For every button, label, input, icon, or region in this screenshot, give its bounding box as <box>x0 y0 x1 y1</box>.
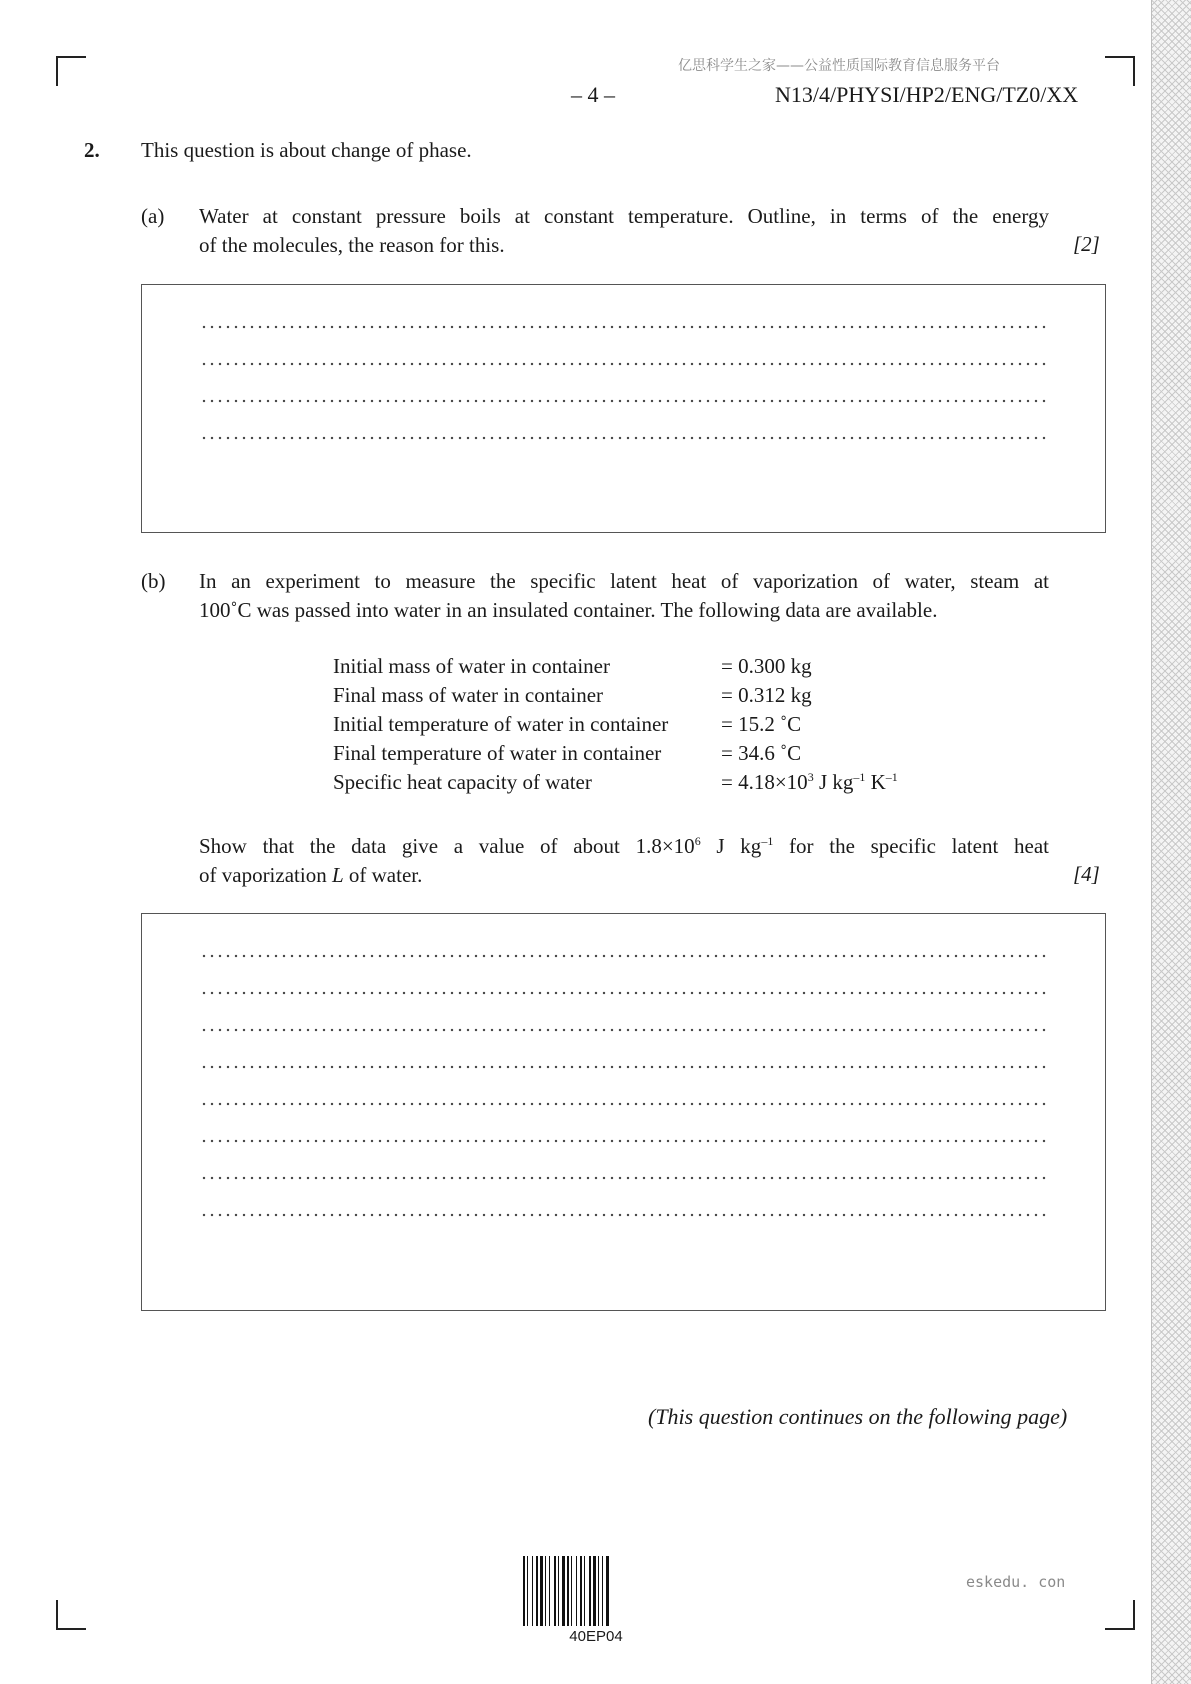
show-that-line-2-prefix: of vaporization <box>199 863 332 887</box>
part-b-text-line-2-rest: was passed into water in an insulated container. The following data are available. <box>251 598 938 622</box>
data-value: = 0.300 kg <box>721 654 812 678</box>
continues-note: (This question continues on the following page) <box>648 1404 1068 1429</box>
data-value <box>721 768 898 797</box>
answer-line <box>200 1210 1046 1220</box>
show-that-line-2 <box>199 861 422 890</box>
answer-box-part-a[interactable] <box>141 284 1106 533</box>
answer-line <box>200 1136 1046 1146</box>
part-a-text-line-2: of the molecules, the reason for this. <box>199 233 505 257</box>
crop-mark-top-right <box>1105 56 1135 86</box>
data-label: Final mass of water in container <box>333 683 604 707</box>
answer-line <box>200 322 1046 332</box>
answer-box-part-b[interactable] <box>141 913 1106 1311</box>
data-label: Specific heat capacity of water <box>333 770 592 794</box>
show-that-suffix: for the specific latent heat <box>773 834 1049 858</box>
part-b-text-line-2 <box>199 596 937 625</box>
part-b-label: (b) <box>141 569 166 593</box>
shc-unit-k: K <box>865 770 886 794</box>
answer-line <box>200 433 1046 443</box>
answer-line <box>200 1062 1046 1072</box>
data-label: Initial temperature of water in container <box>333 712 669 736</box>
site-watermark: eskedu. con <box>966 1573 1066 1591</box>
answer-line <box>200 396 1046 406</box>
question-intro: This question is about change of phase. <box>141 138 472 162</box>
barcode-text: 40EP04 <box>569 1628 623 1645</box>
answer-line <box>200 988 1046 998</box>
shc-exponent: 3 <box>807 770 814 784</box>
data-value: = 34.6 ˚C <box>721 741 802 765</box>
answer-line <box>200 1173 1046 1183</box>
question-number: 2. <box>84 138 100 162</box>
answer-line <box>200 951 1046 961</box>
steam-temperature-unit: ˚C <box>230 598 252 622</box>
edge-pattern-strip <box>1151 0 1191 1684</box>
show-that-exponent: 6 <box>694 834 701 848</box>
answer-line <box>200 1099 1046 1109</box>
steam-temperature-value: 100 <box>199 598 231 622</box>
part-b-marks: [4] <box>1073 862 1100 886</box>
shc-unit-kg: J kg <box>813 770 854 794</box>
barcode-image <box>523 1556 669 1626</box>
crop-mark-bottom-left <box>56 1600 86 1630</box>
shc-k-exponent: –1 <box>885 770 898 784</box>
paper-code: N13/4/PHYSI/HP2/ENG/TZ0/XX <box>775 82 1079 107</box>
show-that-line-1 <box>199 832 1049 861</box>
answer-line <box>200 1025 1046 1035</box>
show-that-unit-exponent: –1 <box>761 834 774 848</box>
latent-heat-symbol: L <box>331 863 344 887</box>
show-that-prefix: Show that the data give a value of about 1.8×10 <box>199 834 695 858</box>
part-a-text-line-1: Water at constant pressure boils at constant temperature. Outline, in terms of the energy <box>199 204 1049 228</box>
show-that-unit: J kg <box>700 834 762 858</box>
show-that-line-2-suffix: of water. <box>343 863 423 887</box>
data-label: Final temperature of water in container <box>333 741 662 765</box>
watermark-text: 亿思科学生之家——公益性质国际教育信息服务平台 <box>678 58 1000 74</box>
crop-mark-top-left <box>56 56 86 86</box>
part-b-text-line-1: In an experiment to measure the specific latent heat of vaporization of water, steam at <box>199 569 1049 593</box>
data-label: Initial mass of water in container <box>333 654 610 678</box>
page-number: – 4 – <box>571 82 615 107</box>
crop-mark-bottom-right <box>1105 1600 1135 1630</box>
part-a-marks: [2] <box>1073 232 1100 256</box>
shc-mantissa: = 4.18×10 <box>721 770 808 794</box>
answer-line <box>200 359 1046 369</box>
data-value: = 0.312 kg <box>721 683 812 707</box>
shc-kg-exponent: –1 <box>853 770 866 784</box>
part-a-label: (a) <box>141 204 165 228</box>
data-value: = 15.2 ˚C <box>721 712 802 736</box>
